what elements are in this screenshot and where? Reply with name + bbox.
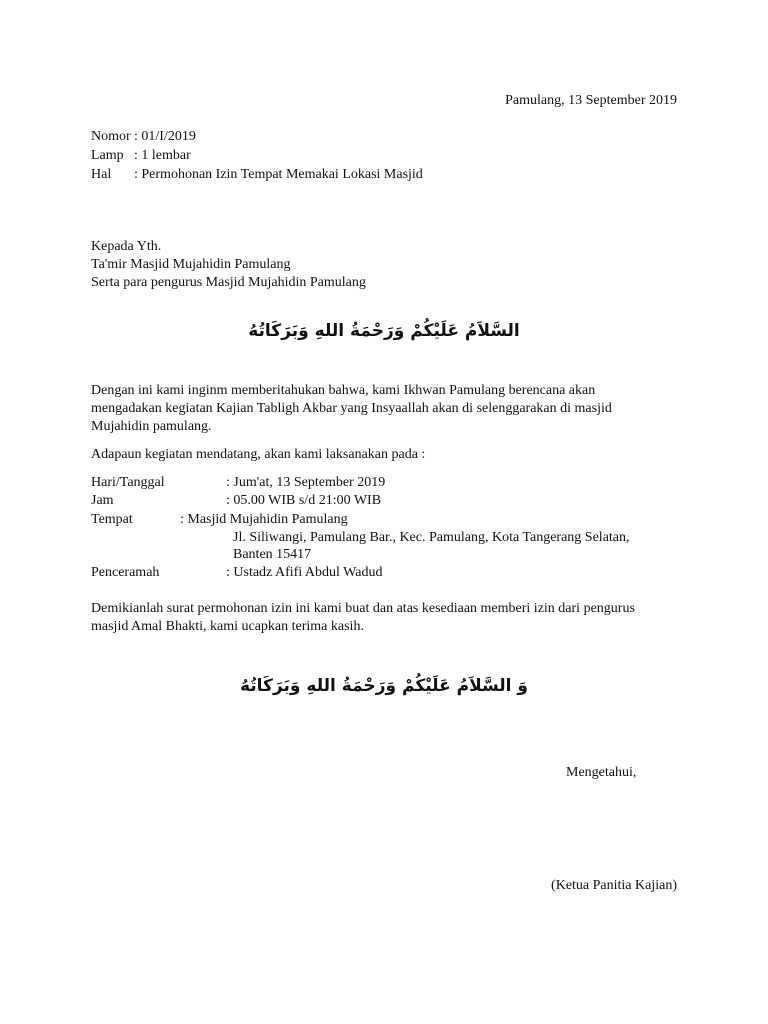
address-line: Jl. Siliwangi, Pamulang Bar., Kec. Pamulang, Kota Tangerang Selatan, [233,530,630,545]
address-line: Banten 15417 [233,547,312,562]
paragraph-line: Mujahidin pamulang. [91,419,212,434]
intro-paragraph [91,382,677,436]
recipient-line: Serta para pengurus Masjid Mujahidin Pamulang [91,275,366,290]
arabic-closing: وَ السَّلاَمُ عَلَيْكُمْ وَرَحْمَةُ اللهِ وَبَرَكَاتُهُ [239,676,528,696]
attachment-value: : 1 lembar [134,148,191,163]
speaker-label: Penceramah [91,565,160,580]
paragraph-line: mengadakan kegiatan Kajian Tabligh Akbar yang Insyaallah akan di selenggarakan di masjid [91,401,612,416]
time-label: Jam [91,493,114,508]
recipient-line: Ta'mir Masjid Mujahidin Pamulang [91,257,291,272]
subject-value: : Permohonan Izin Tempat Memakai Lokasi Masjid [134,167,423,182]
time-value: : 05.00 WIB s/d 21:00 WIB [226,493,382,508]
reference-number-value: : 01/I/2019 [134,129,196,144]
day-date-value: : Jum'at, 13 September 2019 [226,475,386,490]
reference-number-label: Nomor [91,129,131,144]
recipient-line: Kepada Yth. [91,239,162,254]
place-label: Tempat [91,512,133,527]
closing-paragraph [91,600,677,636]
day-date-label: Hari/Tanggal [91,475,165,490]
schedule-intro: Adapaun kegiatan mendatang, akan kami laksanakan pada : [91,447,426,462]
place-date: Pamulang, 13 September 2019 [505,93,677,108]
paragraph-line: Demikianlah surat permohonan izin ini kami buat dan atas kesediaan memberi izin dari pengurus [91,601,635,616]
acknowledged-label: Mengetahui, [566,765,637,780]
attachment-label: Lamp [91,148,124,163]
arabic-greeting: السَّلاَمُ عَلَيْكُمْ وَرَحْمَةُ اللهِ وَبَرَكَاتُهُ [248,321,520,341]
subject-label: Hal [91,167,112,182]
paragraph-line: masjid Amal Bhakti, kami ucapkan terima kasih. [91,619,364,634]
signatory-role: (Ketua Panitia Kajian) [551,878,677,893]
paragraph-line: Dengan ini kami inginm memberitahukan bahwa, kami Ikhwan Pamulang berencana akan [91,383,596,398]
place-value: : Masjid Mujahidin Pamulang [180,512,348,527]
speaker-value: : Ustadz Afifi Abdul Wadud [226,565,383,580]
